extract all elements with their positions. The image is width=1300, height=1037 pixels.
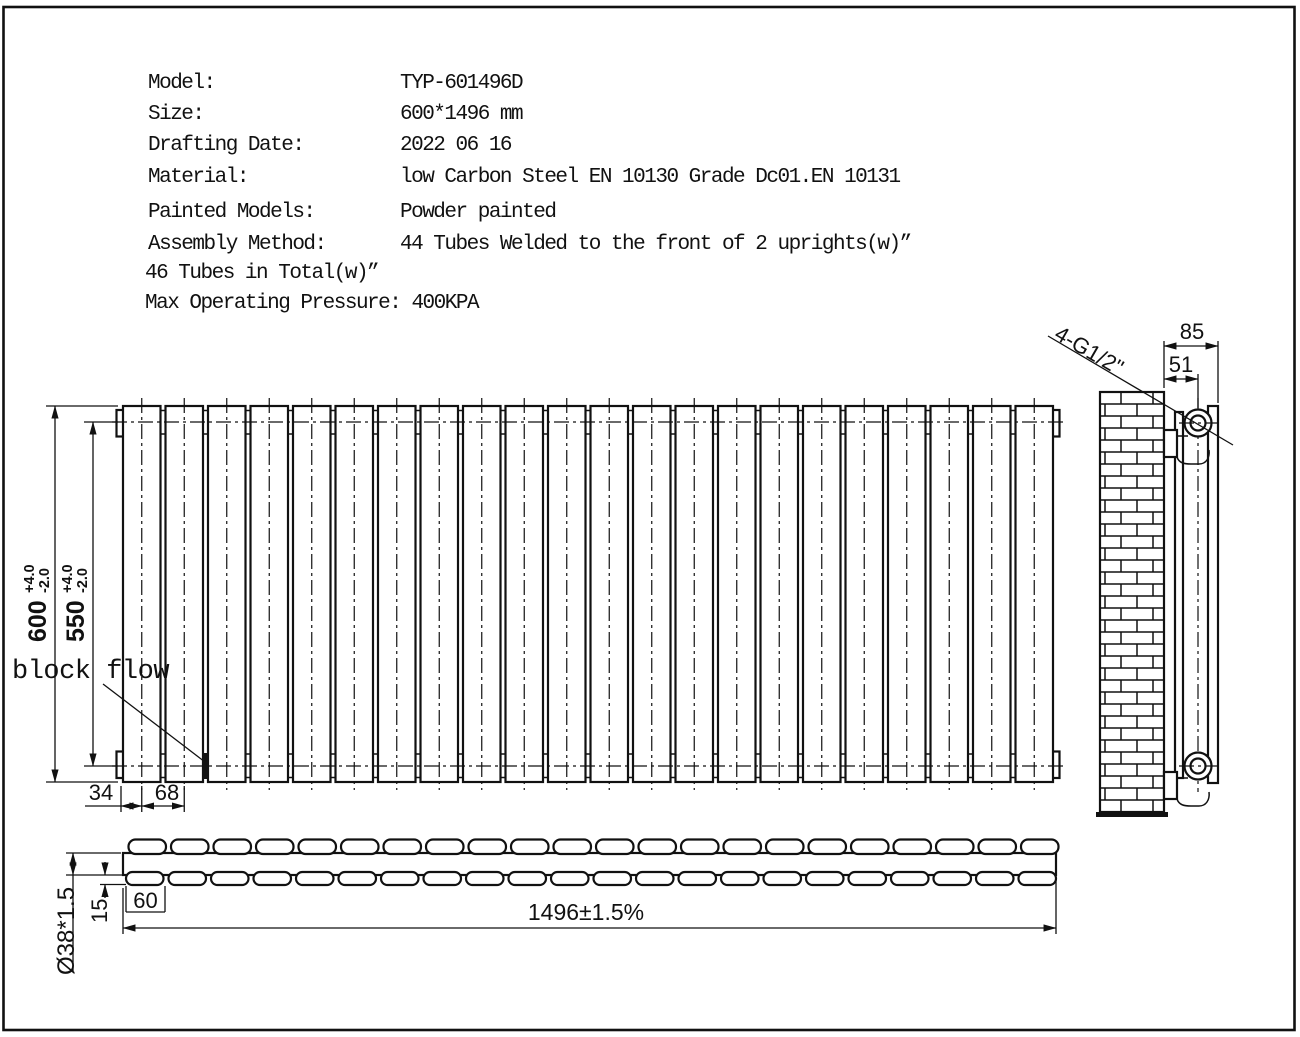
- spec-label: Model:: [148, 72, 215, 95]
- dim-68-value: 68: [154, 780, 180, 805]
- spec-label: Material:: [148, 166, 248, 189]
- dim-550-value: 550: [62, 600, 90, 642]
- spec-value: TYP-601496D: [400, 72, 523, 95]
- bottom-view: [53, 840, 1059, 976]
- spec-value: 2022 06 16: [400, 134, 512, 157]
- dim-d38-value: Ø38*1.5: [53, 886, 80, 975]
- dim-550-tol-minus: -2.0: [75, 568, 91, 593]
- wall-base-line: [1096, 812, 1168, 817]
- spec-value: 44 Tubes Welded to the front of 2 uprights(w)”: [400, 233, 911, 256]
- dim-34-value: 34: [88, 780, 114, 805]
- dim-51-value: 51: [1168, 352, 1194, 377]
- spec-line: 46 Tubes in Total(w)”: [145, 262, 379, 285]
- block-flow-label: block flow: [12, 657, 170, 687]
- spec-label: Size:: [148, 103, 204, 126]
- dim-34-68: [85, 780, 184, 812]
- spec-value: Powder painted: [400, 201, 556, 224]
- front-view: [12, 398, 1064, 812]
- front-tube-row-profile: [1208, 406, 1218, 783]
- spec-line: Max Operating Pressure: 400KPA: [145, 292, 479, 315]
- blocked-flow-marker: [203, 753, 209, 779]
- title-block: [145, 72, 911, 315]
- dim-1496-value: 1496±1.5%: [527, 899, 645, 925]
- dim-85-value: 85: [1179, 319, 1205, 344]
- dim-60-value: 60: [133, 888, 158, 913]
- radiator-tubes: [123, 398, 1053, 790]
- spec-label: Assembly Method:: [148, 233, 326, 256]
- back-tube-row-profile: [1175, 412, 1183, 778]
- dim-550-tol-plus: +4.0: [60, 564, 76, 593]
- dim-15: [87, 862, 126, 923]
- brick-wall-outline: [1100, 392, 1164, 812]
- brick-wall-pattern: [1100, 392, 1164, 812]
- dim-height-600: [22, 406, 118, 782]
- spec-value: low Carbon Steel EN 10130 Grade Dc01.EN 10131: [400, 166, 900, 189]
- dim-600-tol-minus: -2.0: [37, 568, 53, 593]
- spec-value: 600*1496 mm: [400, 103, 523, 126]
- dim-15-value: 15: [87, 898, 112, 923]
- dim-600-tol-plus: +4.0: [22, 564, 38, 593]
- connection-label: 4-G1/2": [1050, 320, 1128, 381]
- dim-pipe-center-51: [1164, 352, 1198, 408]
- spec-label: Painted Models:: [148, 201, 315, 224]
- dim-length-1496: [123, 879, 1056, 934]
- side-view: [1048, 319, 1233, 817]
- dim-600-value: 600: [24, 600, 52, 642]
- dim-pipe-centers-550: [60, 422, 118, 766]
- spec-label: Drafting Date:: [148, 134, 304, 157]
- dim-60: [126, 886, 165, 913]
